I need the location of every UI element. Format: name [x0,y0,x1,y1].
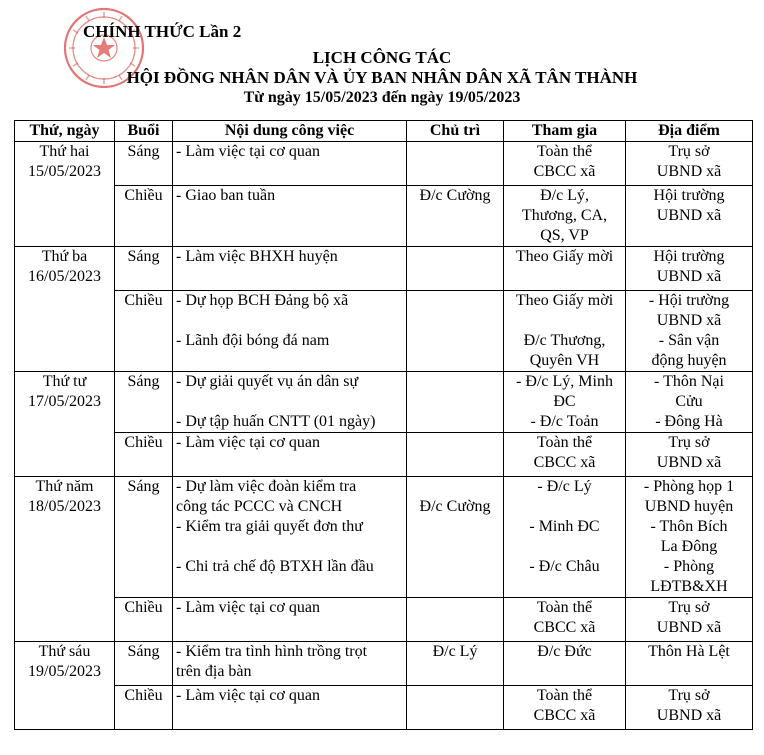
participant-line: CBCC xã [533,707,596,724]
content-cell [173,686,407,730]
location-cell [626,477,753,598]
participant-line: - Đ/c Toản [530,413,599,430]
location-cell [626,142,753,186]
location-line: UBND xã [656,619,722,636]
day-name: Thứ hai [39,143,90,160]
participant-line: Đ/c Đức [537,643,592,660]
col-header-content: Nội dung công việc [173,121,407,142]
day-date: 18/05/2023 [28,498,101,515]
content-cell [173,433,407,477]
participant-line: - Đ/c Lý, Minh [516,373,613,390]
col-header-location: Địa điểm [626,121,753,142]
col-header-chair: Chủ trì [407,121,504,142]
document-title: LỊCH CÔNG TÁC [312,48,452,67]
session-cell: Chiều [115,186,173,247]
location-line: Trụ sở [668,687,710,704]
participants-cell [504,186,626,247]
day-date: 19/05/2023 [28,663,101,680]
participant-line: Toàn thể [536,687,593,704]
location-line: Hội trường [653,187,725,204]
col-header-day: Thứ, ngày [15,121,115,142]
day-cell [15,477,115,642]
chair-cell [407,247,504,291]
session-cell: Sáng [115,642,173,686]
table-row [15,291,753,372]
session-cell: Chiều [115,686,173,730]
session-cell: Chiều [115,598,173,642]
participants-cell [504,642,626,686]
session-cell: Sáng [115,247,173,291]
chair-cell [407,372,504,433]
table-row [15,142,753,186]
schedule-table [14,120,753,730]
day-name: Thứ sáu [38,643,91,660]
participant-line: CBCC xã [533,163,596,180]
location-cell [626,247,753,291]
chair-cell: Đ/c Cường [407,186,504,247]
participant-line: - Đ/c Châu [529,558,600,575]
location-line: - Phòng họp 1 [643,478,735,495]
session-cell: Chiều [115,291,173,372]
participants-cell [504,142,626,186]
document-subtitle: HỘI ĐỒNG NHÂN DÂN VÀ ỦY BAN NHÂN DÂN XÃ TÂN THÀNH [126,68,638,87]
content-line: - Làm việc tại cơ quan [176,434,320,451]
content-line: - Chi trả chế độ BTXH lần đầu [176,558,374,575]
day-name: Thứ ba [41,248,88,265]
location-cell [626,186,753,247]
location-line: Trụ sở [668,143,710,160]
participant-line: - Đ/c Lý [537,478,592,495]
location-line: - Đông Hà [655,413,723,430]
col-header-session: Buổi [115,121,173,142]
content-cell [173,477,407,598]
content-cell [173,642,407,686]
session-cell: Chiều [115,433,173,477]
location-cell [626,433,753,477]
content-line: - Kiểm tra giải quyết đơn thư [176,518,363,535]
location-line: động huyện [651,352,727,369]
location-line: UBND xã [656,207,722,224]
location-line: - Thôn Nại [654,373,724,390]
col-header-participants: Tham gia [504,121,626,142]
table-row [15,186,753,247]
content-line: - Dự giải quyết vụ án dân sự [176,373,359,390]
participant-line: Toàn thể [536,434,593,451]
participants-cell [504,477,626,598]
table-row [15,372,753,433]
location-cell [626,372,753,433]
content-line: - Dự làm việc đoàn kiểm tra [176,478,357,495]
participant-line: CBCC xã [533,454,596,471]
content-cell [173,598,407,642]
table-row [15,247,753,291]
content-line: - Kiểm tra tình hình trồng trọt [176,643,368,660]
location-line: UBND huyện [644,498,734,515]
chair-cell [407,477,504,598]
location-line: Cửu [675,393,703,410]
content-line: - Làm việc BHXH huyện [176,248,338,265]
day-name: Thứ năm [35,478,94,495]
chair-cell [407,142,504,186]
location-line: - Thôn Bích [650,518,728,535]
location-line: UBND xã [656,707,722,724]
table-row [15,477,753,598]
location-cell [626,291,753,372]
location-cell [626,598,753,642]
content-line: trên địa bàn [176,663,252,680]
session-cell: Sáng [115,477,173,598]
content-cell [173,247,407,291]
day-date: 16/05/2023 [28,268,101,285]
content-cell [173,142,407,186]
location-line: - Sân vận [658,332,720,349]
session-cell: Sáng [115,142,173,186]
chair-cell: Đ/c Lý [407,642,504,686]
content-line: - Làm việc tại cơ quan [176,687,320,704]
content-cell [173,372,407,433]
content-line: - Làm việc tại cơ quan [176,599,320,616]
location-line: UBND xã [656,268,722,285]
location-line: Trụ sở [668,599,710,616]
location-cell [626,642,753,686]
participants-cell [504,372,626,433]
location-line: Thôn Hà Lệt [648,643,730,660]
session-cell: Sáng [115,372,173,433]
participants-cell [504,433,626,477]
content-line: - Dự tập huấn CNTT (01 ngày) [176,413,376,430]
participant-line: Theo Giấy mời [515,248,614,265]
participant-line: Toàn thể [536,143,593,160]
participant-line: - Minh ĐC [529,518,600,535]
participant-line: CBCC xã [533,619,596,636]
location-line: Hội trường [653,248,725,265]
location-line: UBND xã [656,163,722,180]
chair-cell [407,686,504,730]
participants-cell [504,598,626,642]
table-row [15,642,753,686]
chair-cell [407,598,504,642]
day-cell [15,642,115,730]
content-line: - Làm việc tại cơ quan [176,143,320,160]
day-cell [15,372,115,477]
content-line: công tác PCCC và CNCH [176,498,343,515]
day-cell [15,142,115,247]
table-row [15,686,753,730]
participants-cell [504,291,626,372]
chair-cell [407,291,504,372]
chair-cell [407,433,504,477]
day-date: 15/05/2023 [28,163,101,180]
content-cell [173,186,407,247]
official-label: CHÍNH THỨC Lần 2 [83,22,242,41]
header-row [15,121,753,142]
location-cell [626,686,753,730]
location-line: UBND xã [656,454,722,471]
participants-cell [504,686,626,730]
participants-cell [504,247,626,291]
content-line: - Giao ban tuần [176,187,276,204]
participant-line: Toàn thể [536,599,593,616]
content-line: - Dự họp BCH Đảng bộ xã [176,292,349,309]
participant-line: Thương, CA, [521,207,608,224]
participant-line: Đ/c Lý, [540,187,589,204]
table-row [15,598,753,642]
day-name: Thứ tư [42,373,87,390]
participant-line: Quyên VH [529,352,600,369]
location-line: - Phòng [663,558,715,575]
date-range: Từ ngày 15/05/2023 đến ngày 19/05/2023 [243,89,521,106]
location-line: - Hội trường [648,292,730,309]
content-line: - Lãnh đội bóng đá nam [176,332,330,349]
chair-name: Đ/c Cường [419,498,491,515]
day-date: 17/05/2023 [28,393,101,410]
location-line: LĐTB&XH [650,578,728,595]
location-line: La Đông [660,538,718,555]
content-cell [173,291,407,372]
participant-line: ĐC [553,393,576,410]
participant-line: Đ/c Thương, [523,332,606,349]
day-cell [15,247,115,372]
table-row [15,433,753,477]
participant-line: Theo Giấy mời [515,292,614,309]
location-line: Trụ sở [668,434,710,451]
participant-line: QS, VP [540,227,589,244]
location-line: UBND xã [656,312,722,329]
